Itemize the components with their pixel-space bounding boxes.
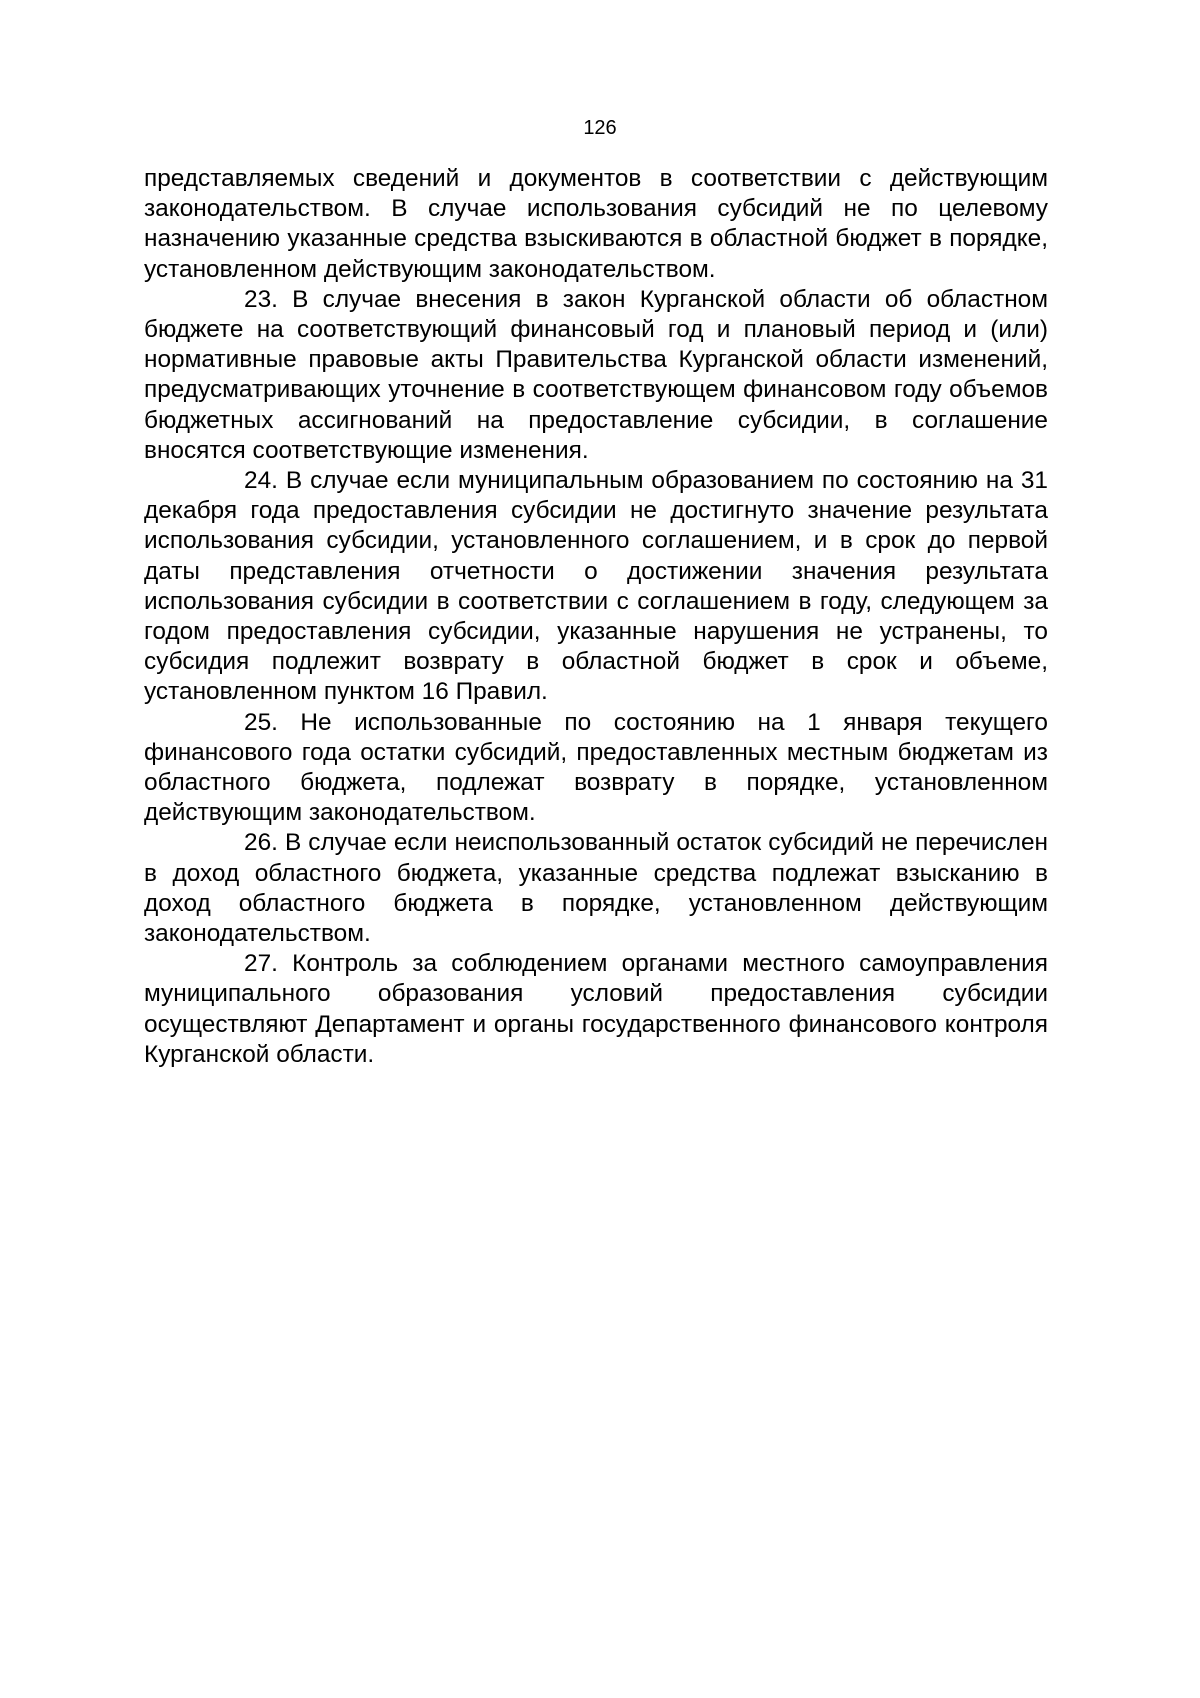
paragraph-24: 24. В случае если муниципальным образованием по состоянию на 31 декабря года предоставления субсидии не достигнуто значение результата использования субсидии, установленного соглашением, и в срок до первой даты представления отчетности о достижении значения результата использования субсидии в соответствии с соглашением в году, следующем за годом предоставления субсидии, указанные нарушения не устранены, то субсидия подлежит возврату в областной бюджет в срок и объеме, установленном пунктом 16 Правил. (144, 467, 1048, 706)
paragraph-continuation: представляемых сведений и документов в соответствии с действующим законодательством. В случае использования субсидий не по целевому назначению указанные средства взыскиваются в областной бюджет в порядке, установленном действующим законодательством. (144, 165, 1048, 283)
paragraph-25: 25. Не использованные по состоянию на 1 января текущего финансового года остатки субсидий, предоставленных местным бюджетам из областного бюджета, подлежат возврату в порядке, установленном действующим законодательством. (144, 708, 1048, 827)
page-number: 126 (583, 117, 617, 139)
document-body (144, 164, 1048, 1070)
paragraph-23: 23. В случае внесения в закон Курганской области об областном бюджете на соответствующий финансовый год и плановый период и (или) нормативные правовые акты Правительства Курганской области изменений, предусматривающих уточнение в соответствующем финансовом году объемов бюджетных ассигнований на предоставление субсидии, в соглашение вносятся соответствующие изменения. (144, 285, 1048, 464)
paragraph-26: 26. В случае если неиспользованный остаток субсидий не перечислен в доход областного бюджета, указанные средства подлежат взысканию в доход областного бюджета в порядке, установленном действующим законодательством. (144, 829, 1048, 948)
paragraph-27: 27. Контроль за соблюдением органами местного самоуправления муниципального образования условий предоставления субсидии осуществляют Департамент и органы государственного финансового контроля Курганской области. (144, 950, 1048, 1068)
